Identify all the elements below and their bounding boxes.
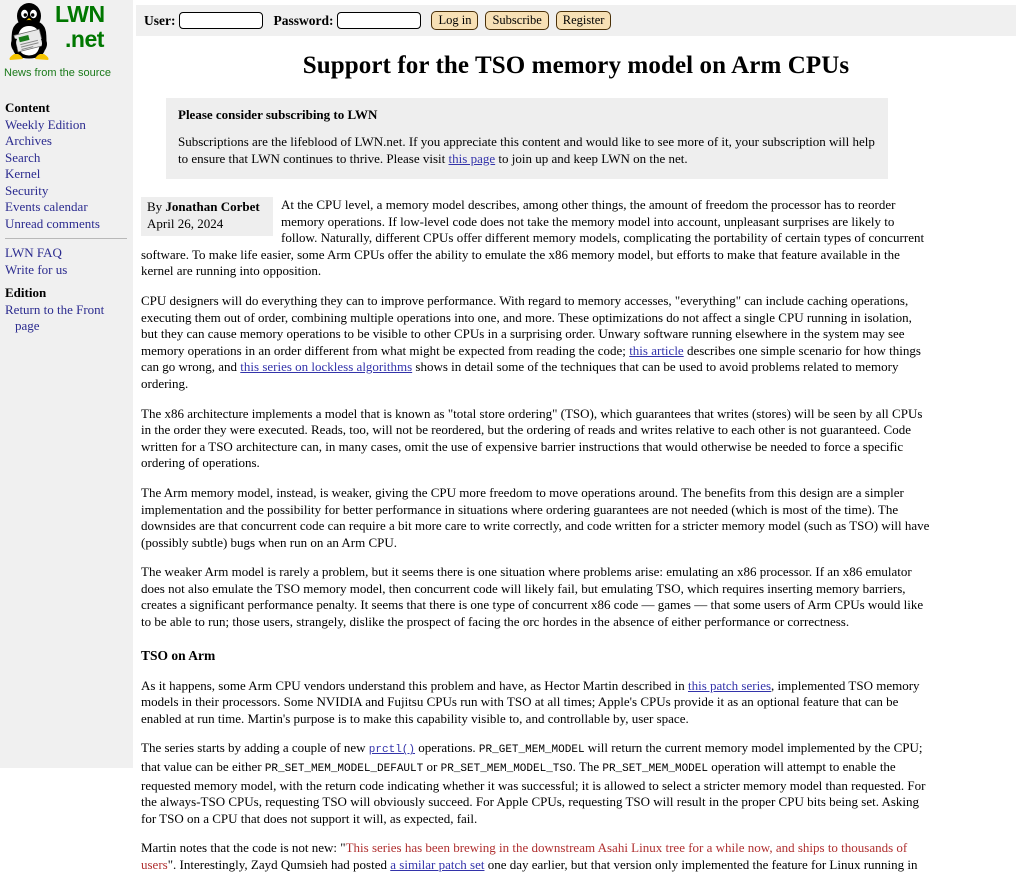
this-article-link[interactable]: this article <box>629 342 684 358</box>
front-page-line-2: page <box>15 318 40 333</box>
subscribe-button[interactable]: Subscribe <box>485 11 548 30</box>
log-in-button[interactable]: Log in <box>431 11 478 30</box>
nav-group-content <box>0 100 133 232</box>
paragraph-2-part-c: shows in detail some of the techniques that can be used to avoid problems related to memory ordering. <box>141 359 899 391</box>
section-paragraph-3 <box>141 840 931 873</box>
register-button[interactable]: Register <box>556 11 612 30</box>
article-body <box>136 197 931 874</box>
password-label: Password: <box>273 12 334 28</box>
user-input[interactable] <box>179 12 263 29</box>
user-label: User: <box>144 12 176 28</box>
code-pr-set-mem-model-tso: PR_SET_MEM_MODEL_TSO <box>440 763 573 776</box>
logo-line-2: .net <box>65 26 104 52</box>
subscription-text-after: to join up and keep LWN on the net. <box>495 150 688 166</box>
code-pr-get-mem-model: PR_GET_MEM_MODEL <box>478 744 585 757</box>
sidebar-item-write-for-us[interactable]: Write for us <box>5 261 68 277</box>
prctl-link[interactable]: prctl() <box>368 744 416 757</box>
section-p2-part-d: or <box>423 759 441 775</box>
section-p2-part-c: will return the current memory model implemented by the CPU; that value can be either <box>141 740 923 775</box>
sidebar-item-security[interactable]: Security <box>5 182 49 198</box>
front-page-line-1: Return to the Front <box>5 301 105 317</box>
this-patch-series-link[interactable]: this patch series <box>687 677 772 693</box>
sidebar-divider <box>5 238 127 239</box>
sidebar-item-weekly-edition[interactable]: Weekly Edition <box>5 116 86 132</box>
code-pr-set-mem-model-default: PR_SET_MEM_MODEL_DEFAULT <box>264 763 424 776</box>
section-p2-part-e: . The <box>572 759 603 775</box>
sidebar-nav <box>0 100 133 335</box>
nav-heading-edition: Edition <box>5 285 47 300</box>
nav-group-info <box>0 245 133 278</box>
site-logo[interactable] <box>0 0 133 62</box>
similar-patch-set-link[interactable]: a similar patch set <box>390 857 485 872</box>
paragraph-2-part-b: describes one simple scenario for how things can go wrong, and <box>141 342 921 375</box>
sidebar-item-search[interactable]: Search <box>5 149 41 165</box>
paragraph-3: The x86 architecture implements a model that is known as "total store ordering" (TSO), which guarantees that writes (stores) will be seen by all CPUs in the order they were executed. Reads, too, will not be reordered, but the ordering of reads and writes relative to each other is not guaranteed. Code written for a TSO architecture can, in many cases, omit the use of expensive barrier instructions that would otherwise be needed to force a specific ordering of operations. <box>141 405 923 471</box>
login-bar <box>136 5 1016 36</box>
sidebar-item-unread-comments[interactable]: Unread comments <box>5 215 100 231</box>
subscription-text-before: Subscriptions are the lifeblood of LWN.net. If you appreciate this content and would like to see more of it, your subscription will help to ensure that LWN continues to thrive. Please visit <box>178 134 875 166</box>
paragraph-1: At the CPU level, a memory model describes, among other things, the amount of freedom the processor has to reorder memory operations. If low-level code does not take the memory model into account, unpleasant surprises are likely to follow. Naturally, different CPUs offer different memory models, complicating the portability of certain types of concurrent software. To make life easier, some Arm CPUs offer the ability to emulate the x86 memory model, but efforts to make that feature available in the kernel are running into opposition. <box>141 197 925 279</box>
section-p2-part-f: operation will attempt to enable the requested memory model, with the return code indicating whether it was successful; it is allowed to select a stricter memory model than requested. For the always-TSO CPUs, requesting TSO will obviously succeed. For Apple CPUs, requesting TSO will result in the proper CPU bits being set. Asking for TSO on a CPU that does not support it will, as expected, fail. <box>141 759 926 826</box>
byline-author: Jonathan Corbet <box>165 199 260 214</box>
subscription-notice-heading: Please consider subscribing to LWN <box>178 107 378 122</box>
logo-line-1: LWN <box>55 1 105 27</box>
subscription-notice <box>166 98 888 179</box>
sidebar-item-return-to-front-page[interactable] <box>5 302 133 335</box>
section-heading-tso-on-arm: TSO on Arm <box>141 647 216 663</box>
section-p3-part-a: Martin notes that the code is not new: " <box>141 840 346 856</box>
byline <box>141 197 273 236</box>
paragraph-4: The Arm memory model, instead, is weaker, giving the CPU more freedom to move operations around. The benefits from this design are a simpler implementation and the possibility for better performance in situations where ordering guarantees are not needed (which is most of the time). The downsides are that concurrent code can require a bit more care to write correctly, and code written for a stricter memory model (such as TSO) will have (possibly subtle) bugs when run on an Arm CPU. <box>141 484 930 550</box>
section-paragraph-1 <box>141 678 931 728</box>
sidebar <box>0 0 133 768</box>
sidebar-item-events-calendar[interactable]: Events calendar <box>5 199 88 214</box>
page-title: Support for the TSO memory model on Arm CPUs <box>302 52 850 79</box>
sidebar-item-lwn-faq[interactable]: LWN FAQ <box>5 245 62 260</box>
paragraph-5: The weaker Arm model is rarely a problem, but it seems there is one situation where problems arise: emulating an x86 processor. If an x86 emulator does not also emulate the TSO memory model, then concurrent code will likely fail, but emulating TSO, which requires inserting memory barriers, creates a significant performance penalty. It seems that there is one type of concurrent x86 code — games — that some users of Arm CPUs would like to be able to run; those users, strangely, dislike the prospect of facing the orc hordes in the absence of either performance or correctness. <box>141 564 924 630</box>
martin-quote: This series has been brewing in the downstream Asahi Linux tree for a while now, and ships to thousands of users <box>141 840 908 872</box>
lockless-algorithms-series-link[interactable]: this series on lockless algorithms <box>240 359 413 375</box>
paragraph-2-part-a: CPU designers will do everything they can to improve performance. With regard to memory accesses, "everything" can include caching operations, executing them out of order, combining multiple operations into one, and more. These optimizations do not affect a single CPU running in isolation, but they can cause memory operations to be visible to other CPUs in a surprising order. Unwary software running elsewhere in the system may see memory operations in an order different from what might be expected from reading the code; <box>141 292 912 358</box>
password-input[interactable] <box>337 12 421 29</box>
byline-date: April 26, 2024 <box>147 215 224 231</box>
section-p1-part-a: As it happens, some Arm CPU vendors understand this problem and have, as Hector Martin described in <box>141 677 688 693</box>
nav-spacer <box>0 278 133 285</box>
main-content <box>136 40 1016 887</box>
section-p3-part-c: one day earlier, but that version only implemented the feature for Linux running in <box>484 857 918 872</box>
nav-group-edition <box>0 285 133 335</box>
paragraph-2 <box>141 293 931 393</box>
byline-prefix: By <box>147 199 163 214</box>
sidebar-item-archives[interactable]: Archives <box>5 133 52 148</box>
site-logo-text <box>55 2 105 52</box>
section-p1-part-b: , implemented TSO memory models in their processors. Some NVIDIA and Fujitsu CPUs run with TSO at all times; Apple's CPUs provide it as an optional feature that can be enabled at run time. Martin's purpose is to make this capability visible to, and controllable by, user space. <box>141 677 920 726</box>
sidebar-item-kernel[interactable]: Kernel <box>5 166 41 181</box>
section-p2-part-b: operations. <box>415 740 479 756</box>
section-p2-part-a: The series starts by adding a couple of new <box>141 740 369 756</box>
nav-heading-content: Content <box>5 100 50 115</box>
tux-penguin-reading-logo <box>4 2 54 64</box>
site-tagline: News from the source <box>4 67 111 79</box>
subscription-this-page-link[interactable]: this page <box>448 150 496 166</box>
section-paragraph-2 <box>141 740 931 827</box>
code-pr-set-mem-model: PR_SET_MEM_MODEL <box>602 763 708 776</box>
section-p3-part-b: ". Interestingly, Zayd Qumsieh had posted <box>167 857 391 872</box>
subscription-notice-text <box>178 134 876 167</box>
